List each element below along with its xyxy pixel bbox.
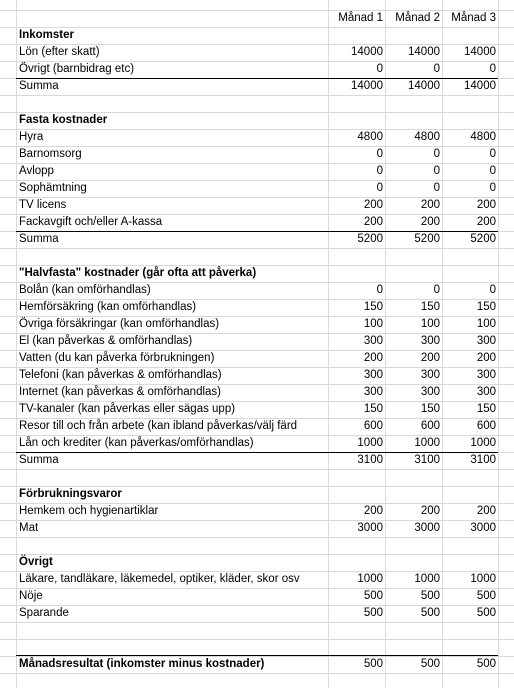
table-row	[0, 350, 514, 367]
row-label[interactable]: Sophämtning	[19, 182, 87, 194]
row-label[interactable]: Bolån (kan omförhandlas)	[19, 284, 151, 296]
row-label[interactable]: Nöje	[19, 590, 43, 602]
cell-month-1[interactable]: 14000	[351, 46, 383, 58]
result-month-1[interactable]: 500	[363, 658, 383, 670]
table-row	[0, 588, 514, 605]
cell-month-2[interactable]: 1000	[414, 437, 440, 449]
cell-month-2[interactable]: 4800	[414, 131, 440, 143]
result-month-2[interactable]: 500	[420, 658, 440, 670]
cell-month-1[interactable]: 300	[363, 369, 383, 381]
table-row	[0, 520, 514, 537]
cell-month-2[interactable]: 300	[420, 369, 440, 381]
cell-month-3[interactable]: 4800	[470, 131, 496, 143]
cell-month-1[interactable]: 0	[376, 63, 383, 75]
section-title-halvfasta[interactable]: "Halvfasta" kostnader (går ofta att påverka)	[19, 267, 257, 279]
row-label[interactable]: Hyra	[19, 131, 44, 143]
cell-month-3[interactable]: 500	[476, 607, 496, 619]
cell-month-3[interactable]: 0	[489, 63, 496, 75]
table-row	[0, 214, 514, 231]
table-row	[0, 367, 514, 384]
row-label[interactable]: Fackavgift och/eller A-kassa	[19, 216, 163, 228]
result-label[interactable]: Månadsresultat (inkomster minus kostnader)	[19, 658, 265, 670]
row-label[interactable]: Sparande	[19, 607, 69, 619]
cell-month-3[interactable]: 300	[476, 335, 496, 347]
cell-month-2[interactable]: 100	[420, 318, 440, 330]
column-header-month-2[interactable]: Månad 2	[395, 12, 440, 24]
section-title-row	[0, 265, 514, 282]
cell-month-1[interactable]: 500	[363, 590, 383, 602]
cell-month-1[interactable]: 300	[363, 386, 383, 398]
cell-month-1[interactable]: 0	[376, 165, 383, 177]
table-row	[0, 197, 514, 214]
row-label[interactable]: TV licens	[19, 199, 67, 211]
cell-month-2[interactable]: 5200	[414, 233, 440, 245]
cell-month-1[interactable]: 200	[363, 199, 383, 211]
sum-row	[0, 78, 514, 95]
cell-month-2[interactable]: 14000	[408, 46, 440, 58]
cell-month-2[interactable]: 1000	[414, 573, 440, 585]
cell-month-3[interactable]: 600	[476, 420, 496, 432]
cell-month-3[interactable]: 0	[489, 165, 496, 177]
row-gridline	[0, 537, 514, 538]
row-label[interactable]: Lön (efter skatt)	[19, 46, 100, 58]
table-row	[0, 61, 514, 78]
table-row	[0, 163, 514, 180]
cell-month-3[interactable]: 300	[476, 369, 496, 381]
section-title-forbrukning[interactable]: Förbrukningsvaror	[19, 488, 122, 500]
cell-month-2[interactable]: 500	[420, 607, 440, 619]
row-label[interactable]: Resor till och från arbete (kan ibland påverkas/välj färd	[19, 420, 298, 432]
table-row	[0, 333, 514, 350]
cell-month-2[interactable]: 3000	[414, 522, 440, 534]
cell-month-2[interactable]: 150	[420, 301, 440, 313]
table-row	[0, 401, 514, 418]
row-gridline	[0, 95, 514, 96]
table-row	[0, 418, 514, 435]
row-label[interactable]: TV-kanaler (kan påverkas eller sägas upp)	[19, 403, 236, 415]
cell-month-1[interactable]: 150	[363, 301, 383, 313]
cell-month-2[interactable]: 200	[420, 216, 440, 228]
section-title-row	[0, 554, 514, 571]
cell-month-2[interactable]: 300	[420, 335, 440, 347]
section-title-fasta[interactable]: Fasta kostnader	[19, 114, 108, 126]
cell-month-2[interactable]: 200	[420, 352, 440, 364]
table-row	[0, 146, 514, 163]
cell-month-2[interactable]: 0	[433, 165, 440, 177]
cell-month-3[interactable]: 200	[476, 216, 496, 228]
row-label[interactable]: Barnomsorg	[19, 148, 82, 160]
cell-month-1[interactable]: 3100	[357, 454, 383, 466]
cell-month-3[interactable]: 3000	[470, 522, 496, 534]
cell-month-2[interactable]: 14000	[408, 80, 440, 92]
section-title-ovrigt[interactable]: Övrigt	[19, 556, 53, 568]
cell-month-3[interactable]: 150	[476, 403, 496, 415]
cell-month-1[interactable]: 200	[363, 505, 383, 517]
result-row	[0, 656, 514, 673]
cell-month-1[interactable]: 500	[363, 607, 383, 619]
cell-month-1[interactable]: 200	[363, 216, 383, 228]
cell-month-2[interactable]: 0	[433, 182, 440, 194]
row-gridline	[0, 248, 514, 249]
table-row	[0, 384, 514, 401]
row-label[interactable]: Avlopp	[19, 165, 54, 177]
cell-month-2[interactable]: 200	[420, 505, 440, 517]
cell-month-2[interactable]: 300	[420, 386, 440, 398]
section-title-row	[0, 112, 514, 129]
row-label[interactable]: Summa	[19, 454, 59, 466]
cell-month-3[interactable]: 3100	[470, 454, 496, 466]
cell-month-2[interactable]: 0	[433, 284, 440, 296]
row-label[interactable]: Mat	[19, 522, 39, 534]
cell-month-3[interactable]: 500	[476, 590, 496, 602]
row-gridline	[0, 673, 514, 674]
section-title-row	[0, 27, 514, 44]
table-row	[0, 180, 514, 197]
row-gridline	[0, 469, 514, 470]
cell-month-1[interactable]: 0	[376, 148, 383, 160]
header-row	[0, 10, 514, 27]
cell-month-2[interactable]: 0	[433, 148, 440, 160]
cell-month-1[interactable]: 600	[363, 420, 383, 432]
row-label[interactable]: Vatten (du kan påverka förbrukningen)	[19, 352, 215, 364]
table-row	[0, 299, 514, 316]
section-title-inkomster[interactable]: Inkomster	[19, 29, 74, 41]
cell-month-1[interactable]: 5200	[357, 233, 383, 245]
cell-month-2[interactable]: 150	[420, 403, 440, 415]
row-label[interactable]: Telefoni (kan påverkas & omförhandlas)	[19, 369, 222, 381]
row-label[interactable]: El (kan påverkas & omförhandlas)	[19, 335, 193, 347]
cell-month-3[interactable]: 300	[476, 386, 496, 398]
cell-month-1[interactable]: 200	[363, 352, 383, 364]
column-header-month-3[interactable]: Månad 3	[451, 12, 496, 24]
row-label[interactable]: Övriga försäkringar (kan omförhandlas)	[19, 318, 220, 330]
row-label[interactable]: Hemförsäkring (kan omförhandlas)	[19, 301, 197, 313]
cell-month-2[interactable]: 200	[420, 199, 440, 211]
cell-month-3[interactable]: 14000	[464, 46, 496, 58]
cell-month-3[interactable]: 200	[476, 505, 496, 517]
cell-month-1[interactable]: 300	[363, 335, 383, 347]
row-gridline	[0, 622, 514, 623]
table-row	[0, 282, 514, 299]
cell-month-3[interactable]: 200	[476, 352, 496, 364]
cell-month-1[interactable]: 14000	[351, 80, 383, 92]
cell-month-1[interactable]: 3000	[357, 522, 383, 534]
row-label[interactable]: Internet (kan påverkas & omförhandlas)	[19, 386, 221, 398]
cell-month-1[interactable]: 100	[363, 318, 383, 330]
cell-month-2[interactable]: 0	[433, 63, 440, 75]
table-row	[0, 316, 514, 333]
row-label[interactable]: Summa	[19, 80, 59, 92]
table-row	[0, 605, 514, 622]
table-row	[0, 435, 514, 452]
cell-month-3[interactable]: 14000	[464, 80, 496, 92]
row-label[interactable]: Övrigt (barnbidrag etc)	[19, 63, 135, 75]
cell-month-1[interactable]: 0	[376, 182, 383, 194]
cell-month-3[interactable]: 0	[489, 182, 496, 194]
row-label[interactable]: Summa	[19, 233, 59, 245]
table-row	[0, 503, 514, 520]
cell-month-3[interactable]: 150	[476, 301, 496, 313]
cell-month-3[interactable]: 1000	[470, 437, 496, 449]
cell-month-3[interactable]: 0	[489, 148, 496, 160]
cell-month-3[interactable]: 1000	[470, 573, 496, 585]
cell-month-1[interactable]: 0	[376, 284, 383, 296]
row-label[interactable]: Läkare, tandläkare, läkemedel, optiker, kläder, skor osv	[19, 573, 300, 585]
table-row	[0, 44, 514, 61]
row-label[interactable]: Hemkem och hygienartiklar	[19, 505, 159, 517]
table-row	[0, 129, 514, 146]
sum-row	[0, 452, 514, 469]
result-month-3[interactable]: 500	[476, 658, 496, 670]
sum-row	[0, 231, 514, 248]
cell-month-1[interactable]: 1000	[357, 573, 383, 585]
cell-month-3[interactable]: 0	[489, 284, 496, 296]
cell-month-3[interactable]: 5200	[470, 233, 496, 245]
cell-month-1[interactable]: 150	[363, 403, 383, 415]
cell-month-1[interactable]: 1000	[357, 437, 383, 449]
row-gridline	[0, 639, 514, 640]
cell-month-2[interactable]: 500	[420, 590, 440, 602]
section-title-row	[0, 486, 514, 503]
cell-month-1[interactable]: 4800	[357, 131, 383, 143]
table-row	[0, 571, 514, 588]
cell-month-3[interactable]: 200	[476, 199, 496, 211]
cell-month-3[interactable]: 100	[476, 318, 496, 330]
cell-month-2[interactable]: 3100	[414, 454, 440, 466]
row-label[interactable]: Lån och krediter (kan påverkas/omförhandlas)	[19, 437, 254, 449]
cell-month-2[interactable]: 600	[420, 420, 440, 432]
column-header-month-1[interactable]: Månad 1	[338, 12, 383, 24]
